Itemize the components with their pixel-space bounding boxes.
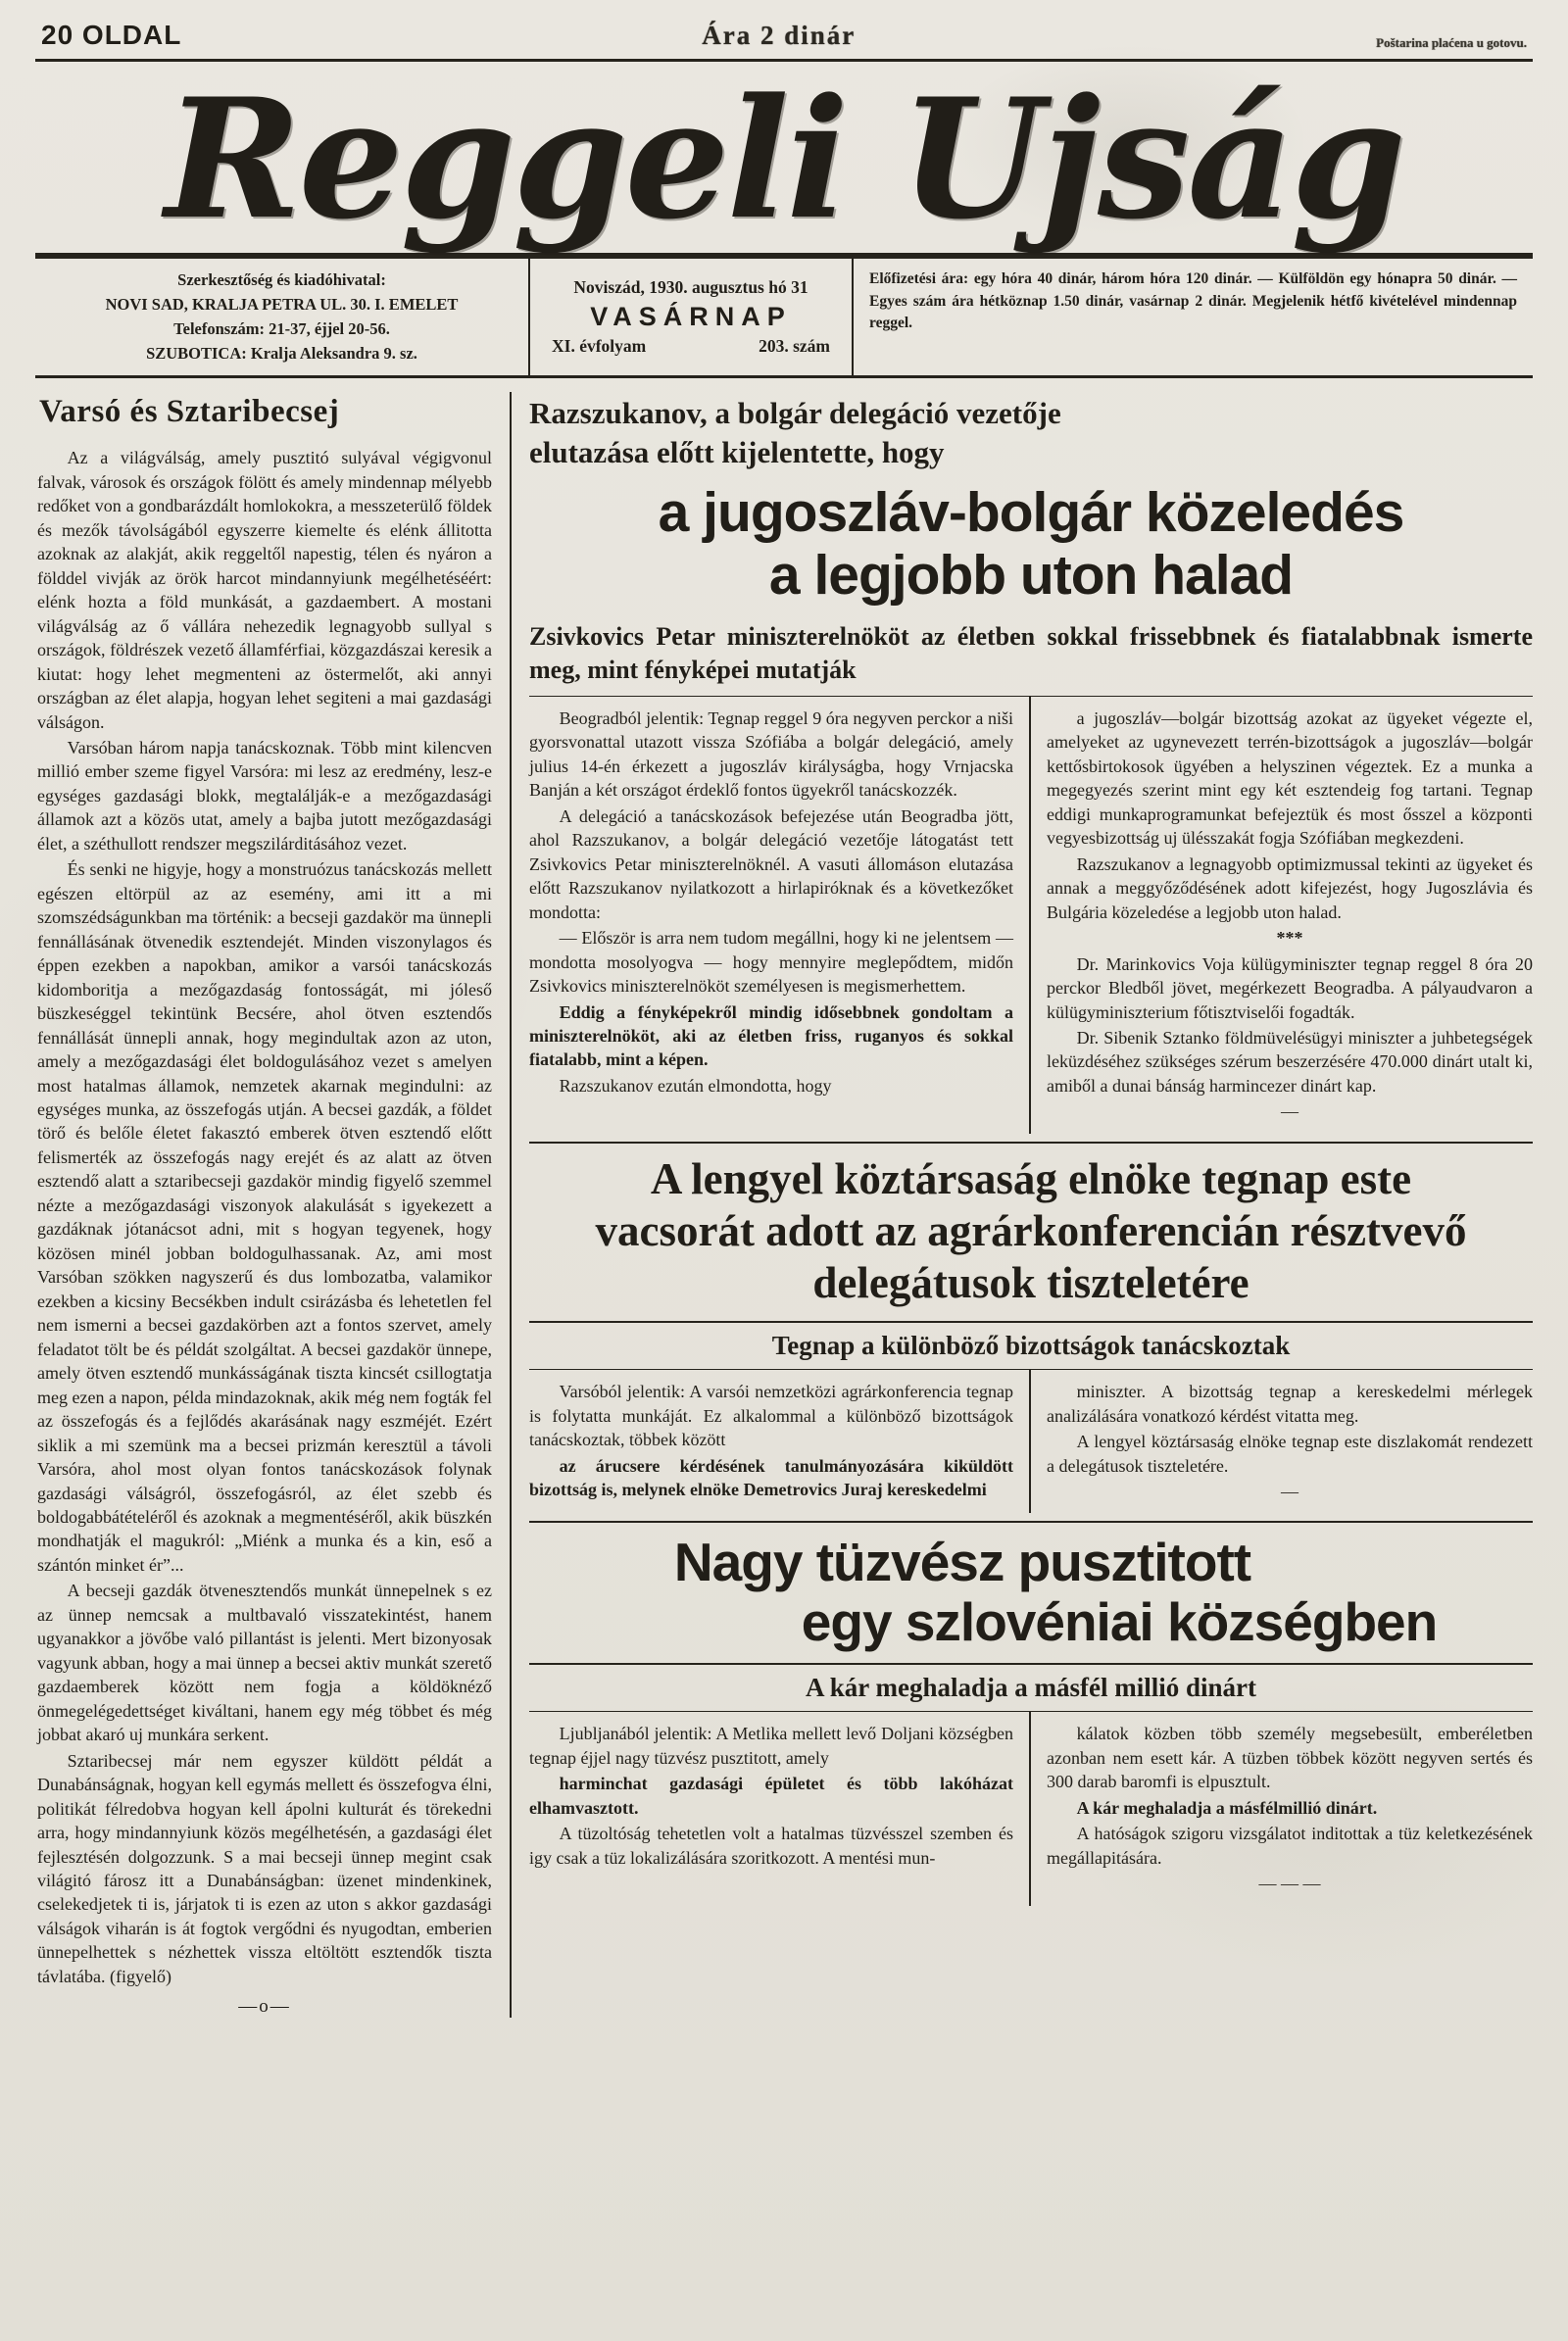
paragraph: miniszter. A bizottság tegnap a kereskedelmi mérlegek analizálására vonatkozó kérdést vitatta meg. (1047, 1382, 1533, 1426)
paragraph: az árucsere kérdésének tanulmányozására kiküldött bizottság is, melynek elnöke Demetrovics Juraj kereskedelmi (529, 1455, 1013, 1500)
paragraph: — (1281, 1482, 1298, 1502)
section-divider (529, 1521, 1533, 1523)
paragraph: *** (1276, 928, 1303, 949)
publisher-address (35, 259, 530, 375)
price-label: Ára 2 dinár (702, 21, 857, 50)
paragraph: Razszukanov a legnagyobb optimizmussal tekinti az ügyeket és annak a meggyőződésének adott kifejezést, hogy Jugoszlávia és Bulgária közeledése a legjobb uton halad. (1047, 853, 1533, 922)
article-columns (529, 696, 1533, 1134)
paragraph: A hatóságok szigoru vizsgálatot inditottak a tüz keletkezésének megállapitására. (1047, 1824, 1533, 1868)
article-columns (529, 1712, 1533, 1905)
right-column (512, 392, 1533, 2018)
headline-line-1: Nagy tüzvész pusztitott (673, 1532, 1251, 1593)
article-kicker (529, 394, 1533, 471)
headline-line-1: a jugoszláv-bolgár közeledés (658, 480, 1404, 544)
paragraph: Az a világválság, amely pusztitó sulyával végigvonul falvak, városok és országok fölött és amely mindennap mélyebb redőket von a gondbarázdált homlokokra, a messzeterülő földek és mezők távolságából egyszerre kiemelte és elénk állitotta azoknak az alakját, akik reggeltől napestig, télen és nyáron a földdel vivják az örök harcot mindannyiunk megélhetéséért: elénk hozta a föld munkását, a gazdaembert. A mostani világválság az ő vállára nehezedik legnagyobb sullyal s országok, földrészek vezető államférfiai, közgazdászai keresik a kiutat: hogy lehet megmenteni az östermelőt, aki annyi országban az élet alapja, hogyan lehet segiteni a mai gazdasági válságon. (37, 448, 492, 732)
column-2 (1031, 697, 1533, 1134)
article-subhead: A kár meghaladja a másfél millió dinárt (529, 1663, 1533, 1712)
issue-number: 203. szám (759, 336, 830, 357)
kicker-line-2: elutazása előtt kijelentette, hogy (529, 435, 945, 470)
article-bulgaria (529, 394, 1533, 1134)
issue-day: VASÁRNAP (590, 302, 792, 332)
paragraph: A becseji gazdák ötvenesztendős munkát ünnepelnek s ez az ünnep nemcsak a multbavaló visszatekintést, hanem ugyanakkor a jövőbe való pillantást is jelenti. Mert bizonyosak vagyunk abban, hogy a mai ünnep a becsei aktiv munkát szerető gazdaemberek között nem fogja a köldöknéző önmegelégedettséget kiváltani, hanem egy még többet és még jobbat akaró uj munkára serkent. (37, 1581, 492, 1745)
date-box (530, 259, 854, 375)
article-headline: A lengyel köztársaság elnöke tegnap este vacsorát adott az agrárkonferencián résztvevő delegátusok tiszteletére (595, 1153, 1467, 1308)
volume-row (546, 336, 836, 357)
paragraph: A lengyel köztársaság elnöke tegnap este diszlakomát rendezett a delegátusok tiszteletére. (1047, 1432, 1533, 1476)
paragraph: Sztaribecsej már nem egyszer küldött példát a Dunabánságnak, hogyan kell egymás mellett és összefogva élni, politikát félredobva hogyan kell ápolni kulturát és törekedni arra, hogy mindannyiunk közös megélhetésén, a gazdasági élet fejlesztésén dolgozzunk. S a mai becseji ünnep megint csak világitó fárosz itt a Dunabánságban: üzenet mindenkinek, cselekedjetek ti is, járjatok ti is ezen az uton s akkor gazdasági válságok viharán is át fogtok vergődni és nyugodtan, emberien ünnepelhettek s nézhettek vissza eltöltött esztendők tiszta távlatába. (figyelő) (37, 1750, 492, 1986)
column-2 (1031, 1370, 1533, 1513)
paragraph: Ljubljanából jelentik: A Metlika mellett levő Doljani községben tegnap éjjel nagy tüzvész pusztitott, amely (529, 1724, 1013, 1768)
paragraph: A tüzoltóság tehetetlen volt a hatalmas tüzvésszel szemben és igy csak a tüz lokalizálására szoritkozott. A mentési mun- (529, 1824, 1013, 1868)
headline-line-2: a legjobb uton halad (768, 543, 1294, 607)
paragraph: Varsóban három napja tanácskoznak. Több mint kilencven millió ember szeme figyel Varsóra: mi lesz az eredmény, lesz-e egységes gazdasági blokk, megtalálják-e a mezőgazdasági államok azt a közös utat, amely a bajba jutott mezőgazdasági élet, a széthullott rendszer megszilárditásához vezet. (37, 737, 492, 853)
article-end-mark: —o— (238, 1996, 291, 2018)
paragraph: A delegáció a tanácskozások befejezése után Beogradba jött, ahol Razszukanov, a bolgár delegáció vezetője látogatást tett Zsivkovics Petar miniszterelnöknél. A vasuti állomáson elutazása előtt Razszukanov nyilatkozott a hirlapiróknak és a következőket mondotta: (529, 805, 1013, 922)
column-1 (529, 1370, 1031, 1513)
paragraph: Eddig a fényképekről mindig idősebbnek gondoltam a miniszterelnököt, aki az életben friss, ruganyos és sokkal fiatalabb, mint a képen. (529, 1001, 1013, 1070)
article-headline (529, 482, 1533, 608)
paragraph: — — — (1258, 1874, 1321, 1894)
lead-article (35, 392, 512, 2018)
issue-date: Noviszád, 1930. augusztus hó 31 (573, 277, 808, 298)
article-columns (529, 1370, 1533, 1513)
postage-note: Poštarina plaćena u gotovu. (1376, 35, 1527, 50)
paragraph: a jugoszláv—bolgár bizottság azokat az ügyeket végezte el, amelyeket az ugynevezett terrén-bizottságok a jugoszláv—bolgár kettősbirtokosok ügyében a helyszinen végeztek. Ez a munka a megegyezés szerint mint egy két esztendeig fog tartani. Tegnap eddigi munkaprogramunkat befejeztük és most ősszel a központi vegyesbizottság uj ülésszakát fogja Szófiában megkezdeni. (1047, 707, 1533, 849)
paragraph: Dr. Marinkovics Voja külügyminiszter tegnap reggel 8 óra 20 perckor Bledből jövet, megérkezett Beogradba. A pályaudvaron a külügyminiszterium főtisztviselői fogadták. (1047, 953, 1533, 1022)
lead-article-body (37, 446, 492, 1988)
paragraph: kálatok közben több személy megsebesült, emberéletben azonban nem esett kár. A tüzben többek között negyven sertés és 300 darab baromfi is elpusztult. (1047, 1724, 1533, 1792)
paragraph: harminchat gazdasági épületet és több lakóházat elhamvasztott. (529, 1774, 1013, 1818)
paragraph: — Először is arra nem tudom megállni, hogy ki ne jelentsem — mondotta mosolyogva — hogy mennyire meglepődtem, midőn Zsivkovics miniszterelnököt személyesen is megismerhettem. (529, 928, 1013, 997)
paragraph: Beogradból jelentik: Tegnap reggel 9 óra negyven perckor a niši gyorsvonattal utazott vissza Szófiába a bolgár delegáció, amely julius 14-én érkezett a jugoszláv királyságba, hogy Vrnjacska Banján a két országot érdeklő fontos ügyekről tanácskozzék. (529, 707, 1013, 801)
lead-article-title: Varsó és Sztaribecsej (39, 394, 340, 430)
top-bar (35, 16, 1533, 62)
main-content (35, 378, 1533, 2018)
paragraph: Dr. Sibenik Sztanko földmüvelésügyi miniszter a juhbetegségek leküzdéséhez szükséges szérum beszerzésére 470.000 dinárt utalt ki, amiből a dunai bánság harmincezer dinárt kap. (1047, 1027, 1533, 1096)
paragraph: Szerkesztőség és kiadóhivatal: (177, 270, 386, 290)
article-subhead: Zsivkovics Petar miniszterelnököt az életben sokkal frissebbnek és fiatalabbnak ismerte meg, mint fényképei mutatják (529, 622, 1533, 684)
paragraph: Varsóból jelentik: A varsói nemzetközi agrárkonferencia tegnap is folytatta munkáját. Ez alkalommal a különböző bizottságok tanácskoztak, többek között (529, 1382, 1013, 1450)
kicker-line-1: Razszukanov, a bolgár delegáció vezetője (529, 396, 1061, 431)
paragraph: És senki ne higyje, hogy a monstruózus tanácskozás mellett egészen eltörpül az az esemény, ami itt a mi szomszédságunkban ma történik: a becseji gazdakör ma ünnepli fennállásának ötvenedik esztendejét. Minden viszonylagos és éppen ezekben a napokban, amikor a varsói tanácskozás kidomboritja a mezőgazdaság fontosságát, mi jóleső büszkeséggel tekintünk Becsére, ahol ötven esztendős fennállását ünnepli annak, hogy megindultak azon az uton, amely a mezőgazdasági élet boldogulásához vezet s amelyen most hatalmas államok, nemzetek akarnak megindulni: az egységes munka, az összefogás utján. A becsei gazdák, a földet törő és belőle életet fakasztó emberek ötven esztendő előtt felismerték az összefogás nagy erejét és az alatt az ötven esztendő alatt a sztaribecseji gazdakör mindig figyelő szemmel nézte a mezőgazdasági viszonyok alakulását s igyekezett a gazdáknak jótanácsot adni, mit s hogyan tegyenek, hogy közösen minél jobban boldogulhassanak. Az, ami most Varsóban szökken nagyszerű és dus lombozatba, valamikor ezekben a kicsiny Becsékben indult csirázásba és lehetetlen fel nem ismerni a becsei gazdakörben azt a fontos szervet, amely feladatot tölt be és példát szolgáltat. A becsei gazdakör ünnepe, amely ötven esztendő munkásságának tiszta kincsét csillogtatja meg ezen a napon, példa mindazoknak, akik még nem fogták fel az összefogás és a fejlődés akarásának nagy eszméjét. Ezért siklik a mi szemünk ma a becsei prizmán keresztül a távoli Varsóra, ahol most olyan fontos tanácskozások folynak gazdasági válságról, összefogásról, az élet szebb és boldogabbátételéről és azoknak a megmentéséről, akik büszkén mondhatják el magukról: „Miénk a munka és a kin, eső a szántón minket ér”... (37, 859, 492, 1575)
newspaper-title: Reggeli Ujság (165, 62, 1403, 256)
article-headline (529, 1533, 1533, 1651)
volume-label: XI. évfolyam (552, 336, 647, 357)
paragraph: NOVI SAD, KRALJA PETRA UL. 30. I. EMELET (105, 295, 459, 315)
column-2 (1031, 1712, 1533, 1905)
column-1 (529, 697, 1031, 1134)
paragraph: Telefonszám: 21-37, éjjel 20-56. (173, 318, 390, 338)
article-fire (529, 1533, 1533, 1905)
article-poland (529, 1153, 1533, 1514)
masthead (35, 62, 1533, 259)
section-divider (529, 1142, 1533, 1144)
paragraph: — (1281, 1101, 1298, 1122)
info-bar (35, 259, 1533, 378)
column-1 (529, 1712, 1031, 1905)
article-subhead: Tegnap a különböző bizottságok tanácskoztak (529, 1321, 1533, 1370)
paragraph: A kár meghaladja a másfélmillió dinárt. (1076, 1797, 1378, 1818)
page-count: 20 OLDAL (41, 20, 182, 50)
paragraph: Razszukanov ezután elmondotta, hogy (559, 1075, 832, 1096)
subscription-info: Előfizetési ára: egy hóra 40 dinár, három hóra 120 dinár. — Külföldön egy hónapra 50 dinár. — Egyes szám ára hétköznap 1.50 dinár, vasárnap 2 dinár. Megjelenik hétfő kivételével mindennap reggel. (869, 270, 1517, 332)
paragraph: SZUBOTICA: Kralja Aleksandra 9. sz. (146, 343, 417, 363)
headline-line-2: egy szlovéniai községben (801, 1590, 1438, 1652)
